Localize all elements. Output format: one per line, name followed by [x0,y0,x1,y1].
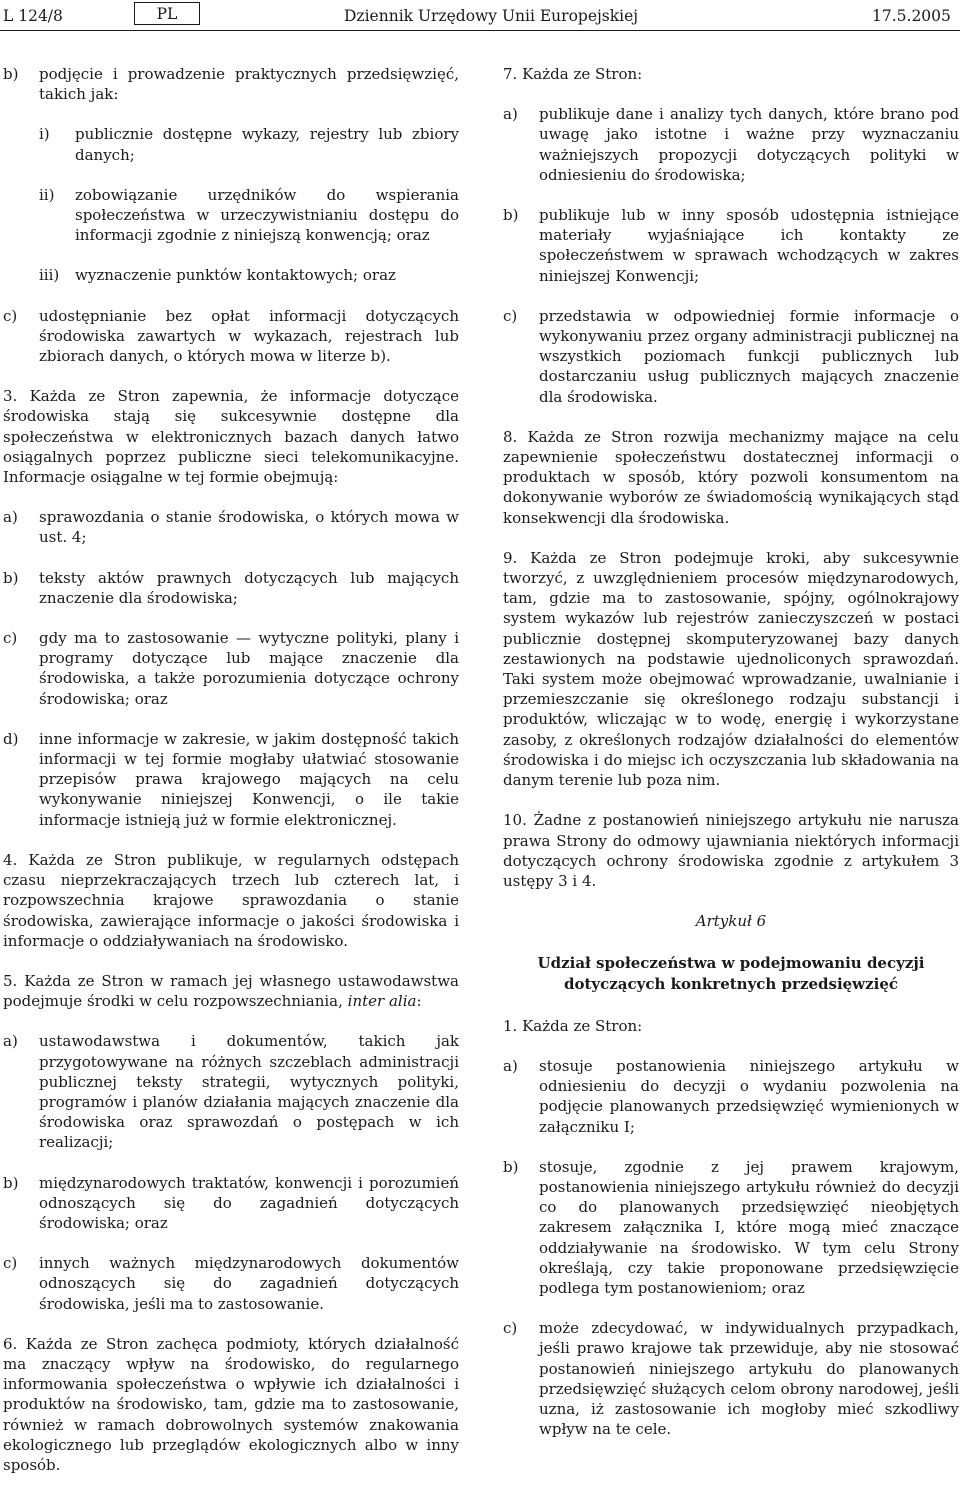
item-text: podjęcie i prowadzenie praktycznych przedsięwzięć, takich jak: [39,65,459,104]
item-label: a) [503,1056,518,1075]
item-text: międzynarodowych traktatów, konwencji i porozumień odnoszących się do zagadnień dotyczących środowiska; oraz [39,1173,459,1232]
item-label: b) [3,568,19,587]
list-item-7b [503,205,959,286]
item-label: b) [503,206,519,225]
list-item-1c [503,1318,959,1439]
list-item-5a [3,1031,459,1152]
item-text: publikuje lub w inny sposób udostępnia istniejące materiały wyjaśniające ich kontakty ze społeczeństwem w sprawach wchodzących w zakres niniejszej Konwencji; [539,206,959,285]
item-text: innych ważnych międzynarodowych dokumentów odnoszących się do zagadnień dotyczących środowiska, jeśli ma to zastosowanie. [39,1254,459,1313]
item-label: c) [3,1254,18,1273]
paragraph-3: 3. Każda ze Stron zapewnia, że informacje dotyczące środowiska stają się sukcesywnie dostępne dla społeczeństwa w elektronicznych bazach danych łatwo osiągalnych poprzez publiczne sieci telekomunikacyjne. Informacje osiągalne w tej formie obejmują: [3,387,459,487]
item-label: c) [503,306,518,325]
item-text: inne informacje w zakresie, w jakim dostępność takich informacji w tej formie mogłaby ułatwiać stosowanie przepisów prawa krajowego mających na celu wykonywanie niniejszej Konwencji, o ile takie informacje istnieją już w formie elektronicznej. [39,729,459,829]
language-badge: PL [134,2,200,25]
article-heading: Artykuł 6 [695,912,767,931]
list-item-3d [3,729,459,830]
list-item-1a [503,1056,959,1137]
item-label: a) [503,105,518,124]
list-item-5b [3,1173,459,1234]
left-column [3,64,459,1495]
sub-item-iii [3,265,459,285]
paragraph-7: 7. Każda ze Stron: [503,65,643,83]
item-text: ustawodawstwa i dokumentów, takich jak przygotowywane na różnych szczeblach administracji publicznej teksty strategii, wytycznych polityki, programów i planów działania mających znaczenie dla środowiska oraz sprawozdań o postępach w ich realizacji; [39,1032,459,1152]
item-label: ii) [39,185,55,204]
item-label: b) [3,65,19,83]
list-item-b [3,64,459,104]
item-text: stosuje, zgodnie z jej prawem krajowym, postanowienia niniejszego artykułu również do decyzji co do planowanych przedsięwzięć nieobjętych zakresem załącznika I, które mogą mieć znaczące oddziaływanie na środowisko. W tym celu Strony określają, czy takie proponowane przedsięwzięcie podlega tym postanowieniom; oraz [539,1157,959,1297]
item-text: publicznie dostępne wykazy, rejestry lub zbiory danych; [75,125,459,164]
sub-item-i [3,124,459,164]
paragraph-9: 9. Każda ze Stron podejmuje kroki, aby sukcesywnie tworzyć, z uwzględnieniem procesów międzynarodowych, tam, gdzie ma to zastosowanie, spójny, ogólnokrajowy system wykazów lub rejestrów zanieczyszczeń w postaci publicznie dostępnej skomputeryzowanej bazy danych zestawionych na podstawie ujednoliconych sprawozdań. Taki system może obejmować wprowadzanie, uwalnianie i przemieszczanie się określonego rodzaju substancji i produktów, wliczając w to wodę, energię i wykorzystane zasoby, z określonych rodzajów działalności do elementów środowiska i do miejsc ich oczyszczania lub składowania na danym terenie lub poza nim. [503,548,959,790]
item-label: a) [3,508,18,527]
list-item-3b [3,568,459,608]
item-label: d) [3,729,19,748]
item-text: gdy ma to zastosowanie — wytyczne polityki, plany i programy dotyczące lub mające znaczenie dla środowiska, a także porozumienia dotyczące ochrony środowiska; oraz [39,629,459,708]
right-column [503,64,959,1459]
paragraph-10: 10. Żadne z postanowień niniejszego artykułu nie narusza prawa Strony do odmowy ujawniania niektórych informacji dotyczących ochrony środowiska zgodnie z artykułem 3 ustępy 3 i 4. [503,811,959,890]
item-label: iii) [39,266,60,285]
item-text: publikuje dane i analizy tych danych, które brano pod uwagę jako istotne i ważne przy wyznaczaniu ważniejszych propozycji dotyczących polityki w odniesieniu do środowiska; [539,105,959,184]
paragraph-4: 4. Każda ze Stron publikuje, w regularnych odstępach czasu nieprzekraczających trzech lub czterech lat, i rozpowszechnia krajowe sprawozdania o stanie środowiska, zawierające informacje o jakości środowiska i informacje o oddziaływaniach na środowisko. [3,850,459,950]
article-paragraph-1: 1. Każda ze Stron: [503,1016,643,1035]
list-item-1b [503,1157,959,1298]
list-item-c [3,306,459,367]
paragraph-5-start: 5. Każda ze Stron w ramach jej własnego ustawodawstwa podejmuje środki w celu rozpowszechniania, [3,971,459,1011]
item-text: sprawozdania o stanie środowiska, o których mowa w ust. 4; [39,508,459,547]
list-item-7a [503,104,959,185]
page-number: L 124/8 [3,7,63,25]
item-text: może zdecydować, w indywidualnych przypadkach, jeśli prawo krajowe tak przewiduje, aby nie stosować postanowień niniejszego artykułu do planowanych przedsięwzięć służących celom obrony narodowej, jeśli uzna, iż zastosowanie ich mogłoby mieć szkodliwy wpływ na te cele. [539,1319,959,1439]
publication-title: Dziennik Urzędowy Unii Europejskiej [344,7,639,25]
item-label: b) [503,1157,519,1176]
list-item-5c [3,1253,459,1314]
list-item-3c [3,628,459,709]
sub-item-ii [3,185,459,246]
item-label: c) [503,1319,518,1338]
item-text: udostępnianie bez opłat informacji dotyczących środowiska zawartych w wykazach, rejestrach lub zbiorach danych, o których mowa w literze b). [39,306,459,366]
paragraph-5-end: : [416,992,422,1011]
item-label: a) [3,1032,18,1051]
page-header [0,0,960,32]
paragraph-5-emphasis: inter alia [347,992,417,1011]
item-label: c) [3,629,18,648]
publication-date: 17.5.2005 [872,7,951,25]
header-rule [0,30,960,31]
paragraph-6: 6. Każda ze Stron zachęca podmioty, których działalność ma znaczący wpływ na środowisko, do regularnego informowania społeczeństwa o wpływie ich działalności i produktów na środowisko, tam, gdzie ma to zastosowanie, również w ramach dobrowolnych systemów znakowania ekologicznego lub przeglądów ekologicznych albo w inny sposób. [3,1334,459,1474]
article-title: Udział społeczeństwa w podejmowaniu decyzji dotyczących konkretnych przedsięwzięć [537,954,925,993]
item-label: b) [3,1173,19,1192]
paragraph-5 [3,971,459,1011]
list-item-3a [3,507,459,547]
item-text: zobowiązanie urzędników do wspierania społeczeństwa w urzeczywistnianiu dostępu do informacji zgodnie z niniejszą konwencją; oraz [75,185,459,245]
item-label: i) [39,125,50,144]
list-item-7c [503,306,959,407]
item-label: c) [3,306,18,325]
item-text: wyznaczenie punktów kontaktowych; oraz [75,266,396,285]
item-text: stosuje postanowienia niniejszego artykułu w odniesieniu do decyzji o wydaniu pozwolenia na podjęcie planowanych przedsięwzięć wymienionych w załączniku I; [539,1056,959,1136]
paragraph-8: 8. Każda ze Stron rozwija mechanizmy mające na celu zapewnienie społeczeństwu dostatecznej informacji o produktach w sposób, który pozwoli konsumentom na dokonywanie wyborów ze świadomością wynikających stąd konsekwencji dla środowiska. [503,427,959,527]
item-text: przedstawia w odpowiedniej formie informacje o wykonywaniu przez organy administracji publicznej na wszystkich poziomach funkcji publicznych lub dostarczaniu usług publicznych mających znaczenie dla środowiska. [539,306,959,406]
item-text: teksty aktów prawnych dotyczących lub mających znaczenie dla środowiska; [39,568,459,607]
